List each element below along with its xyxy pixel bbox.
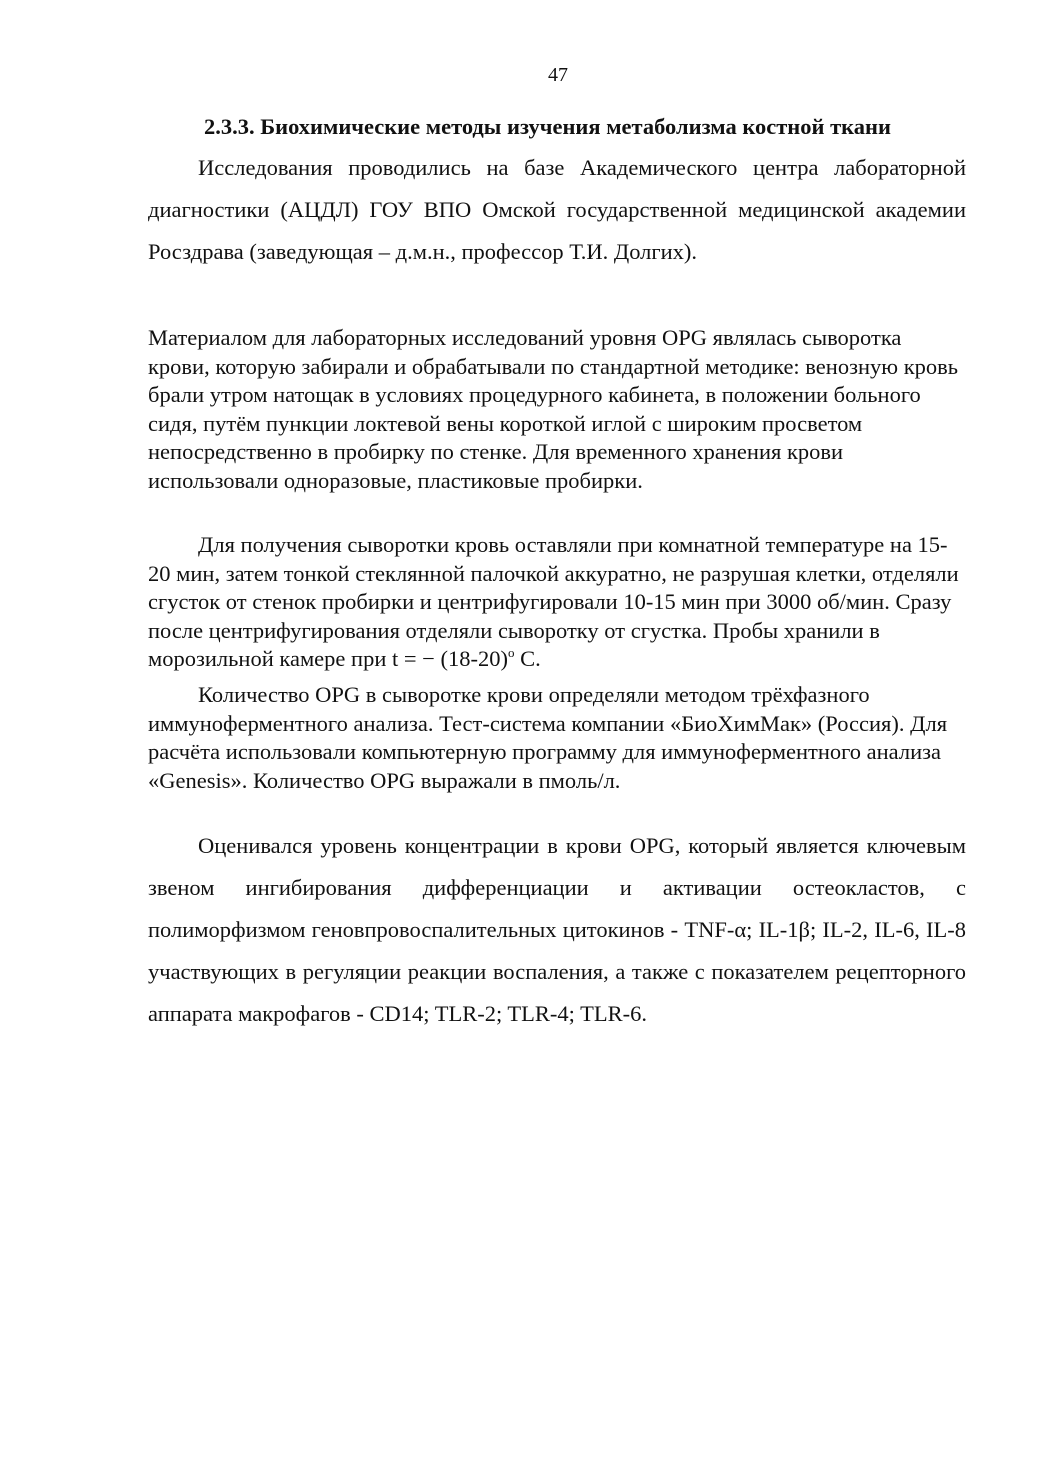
serum-preparation-unit: С. bbox=[514, 646, 541, 671]
serum-preparation-text: Для получения сыворотки кровь оставляли при комнатной температуре на 15-20 мин, затем тонкой стеклянной палочкой аккуратно, не разрушая клетки, отделяли сгусток от стенок пробирки и центрифугировали 10-15 мин при 3000 об/мин. Сразу после центрифугирования отделяли сыворотку от сгустка. Пробы хранили в морозильной камере при t = − (18-20) bbox=[148, 532, 959, 671]
page-number: 47 bbox=[548, 64, 568, 86]
section-heading: 2.3.3. Биохимические методы изучения метаболизма костной ткани bbox=[204, 114, 891, 139]
paragraph-material: Материалом для лабораторных исследований уровня OPG являлась сыворотка крови, которую забирали и обрабатывали по стандартной методике: венозную кровь брали утром натощак в условиях процедурного кабинета, в положении больного сидя, путём пункции локтевой вены короткой иглой с широким просветом непосредственно в пробирку по стенке. Для временного хранения крови использовали одноразовые, пластиковые пробирки. bbox=[148, 325, 959, 493]
paragraph-serum-preparation bbox=[148, 531, 966, 674]
paragraph-study-location: Исследования проводились на базе Академического центра лабораторной диагностики (АЦДЛ) ГОУ ВПО Омской государственной медицинской академии Росздрава (заведующая – д.м.н., профессор Т.И. Долгих). bbox=[148, 155, 966, 264]
paragraph-opg-evaluation: Оценивался уровень концентрации в крови OPG, который является ключевым звеном ингибирования дифференциации и активации остеокластов, с полиморфизмом геновпровоспалительных цитокинов - TNF-α; IL-1β; IL-2, IL-6, IL-8 участвующих в регуляции реакции воспаления, а также с показателем рецепторного аппарата макрофагов - CD14; TLR-2; TLR-4; TLR-6. bbox=[148, 833, 966, 1026]
paragraph-opg-method: Количество OPG в сыворотке крови определяли методом трёхфазного иммуноферментного анализа. Тест-система компании «БиоХимМак» (Россия). Для расчёта использовали компьютерную программу для иммуноферментного анализа «Genesis». Количество OPG выражали в пмоль/л. bbox=[148, 682, 948, 793]
degree-sign: o bbox=[507, 645, 515, 660]
